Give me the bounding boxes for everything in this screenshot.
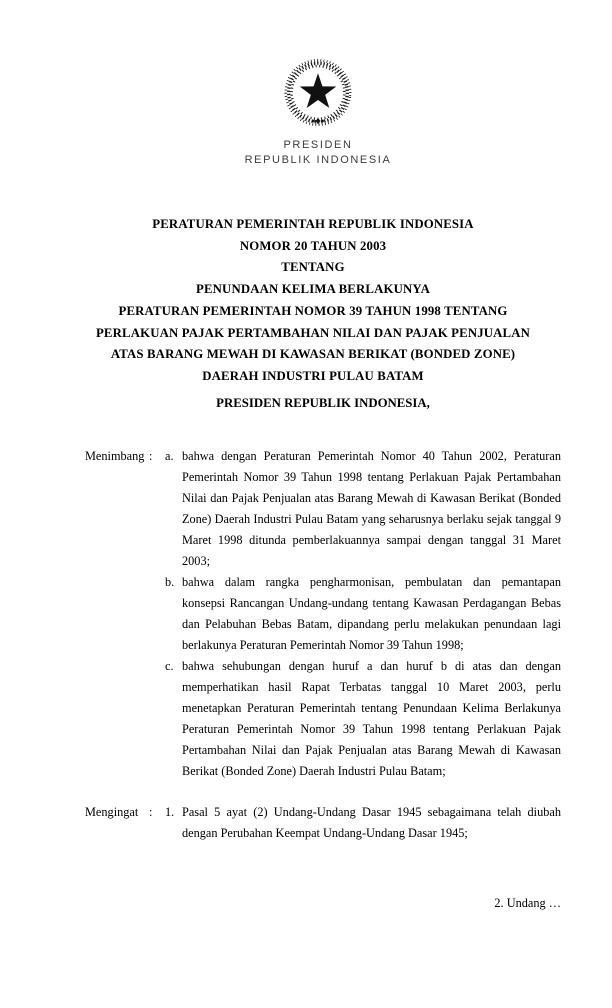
document-title — [14, 214, 612, 388]
title-line-2: NOMOR 20 TAHUN 2003 — [239, 238, 387, 253]
title-line-8: DAERAH INDUSTRI PULAU BATAM — [202, 368, 424, 383]
section-menimbang-label: Menimbang — [85, 449, 145, 463]
salutation: PRESIDEN REPUBLIK INDONESIA, — [216, 396, 430, 410]
item-marker: 1. — [165, 805, 175, 819]
consideration-item-b — [165, 572, 561, 656]
title-line-6: PERLAKUAN PAJAK PERTAMBAHAN NILAI DAN PAJAK PENJUALAN — [95, 325, 531, 340]
title-line-7: ATAS BARANG MEWAH DI KAWASAN BERIKAT (BONDED ZONE) — [110, 347, 516, 362]
section-mengingat-label: Mengingat — [85, 805, 139, 819]
section-mengingat — [85, 802, 561, 844]
item-text: bahwa dengan Peraturan Pemerintah Nomor 40 Tahun 2002, Peraturan Pemerintah Nomor 39 Tahun 1998 tentang Perlakuan Pajak Pertambahan Nilai dan Pajak Penjualan atas Barang Mewah di Kawasan Berikat (Bonded Zone) Daerah Industri Pulau Batam yang seharusnya berlaku sejak tanggal 9 Maret 1998 ditunda pemberlakuannya sampai dengan tanggal 31 Maret 2003; — [182, 449, 561, 568]
title-line-5: PERATURAN PEMERINTAH NOMOR 39 TAHUN 1998 TENTANG — [118, 303, 508, 318]
section-menimbang-head — [85, 446, 165, 782]
section-mengingat-head — [85, 802, 165, 844]
title-line-1: PERATURAN PEMERINTAH REPUBLIK INDONESIA — [152, 217, 474, 231]
section-menimbang-items — [165, 446, 561, 782]
title-line-3: TENTANG — [281, 260, 345, 275]
legal-basis-item-1 — [165, 802, 561, 844]
item-text: bahwa dalam rangka pengharmonisan, pembulatan dan pemantapan konsepsi Rancangan Undang-undang tentang Kawasan Perdagangan Bebas dan Pelabuhan Bebas Batam, dipandang perlu melakukan penundaan lagi berlakunya Peraturan Pemerintah Nomor 39 Tahun 1998; — [182, 575, 561, 652]
consideration-item-a — [165, 446, 561, 572]
section-mengingat-colon: : — [149, 805, 153, 819]
section-mengingat-items — [165, 802, 561, 844]
star-icon — [300, 73, 337, 108]
item-marker: a. — [165, 449, 174, 463]
page-catchword: 2. Undang … — [494, 896, 561, 910]
letterhead-republik-indonesia: REPUBLIK INDONESIA — [244, 154, 392, 166]
item-text: bahwa sehubungan dengan huruf a dan huruf b di atas dan dengan memperhatikan hasil Rapat Terbatas tanggal 10 Maret 2003, perlu menetapkan Peraturan Pemerintah tentang Penundaan Kelima Berlakunya Peraturan Pemerintah Nomor 39 Tahun 1998 tentang Perlakuan Pajak Pertambahan Nilai dan Pajak Penjualan atas Barang Mewah di Kawasan Berikat (Bonded Zone) Daerah Industri Pulau Batam; — [182, 659, 561, 778]
section-menimbang-colon: : — [149, 449, 153, 463]
letterhead — [24, 54, 612, 168]
item-marker: b. — [165, 575, 175, 589]
consideration-item-c — [165, 656, 561, 782]
letterhead-presiden: PRESIDEN — [283, 139, 353, 151]
document-body — [85, 446, 561, 844]
item-text: Pasal 5 ayat (2) Undang-Undang Dasar 1945 sebagaimana telah diubah dengan Perubahan Keempat Undang-Undang Dasar 1945; — [182, 805, 561, 840]
section-menimbang — [85, 446, 561, 782]
presidential-star-wreath-emblem — [276, 54, 360, 136]
item-marker: c. — [165, 659, 174, 673]
title-line-4: PENUNDAAN KELIMA BERLAKUNYA — [196, 282, 430, 297]
